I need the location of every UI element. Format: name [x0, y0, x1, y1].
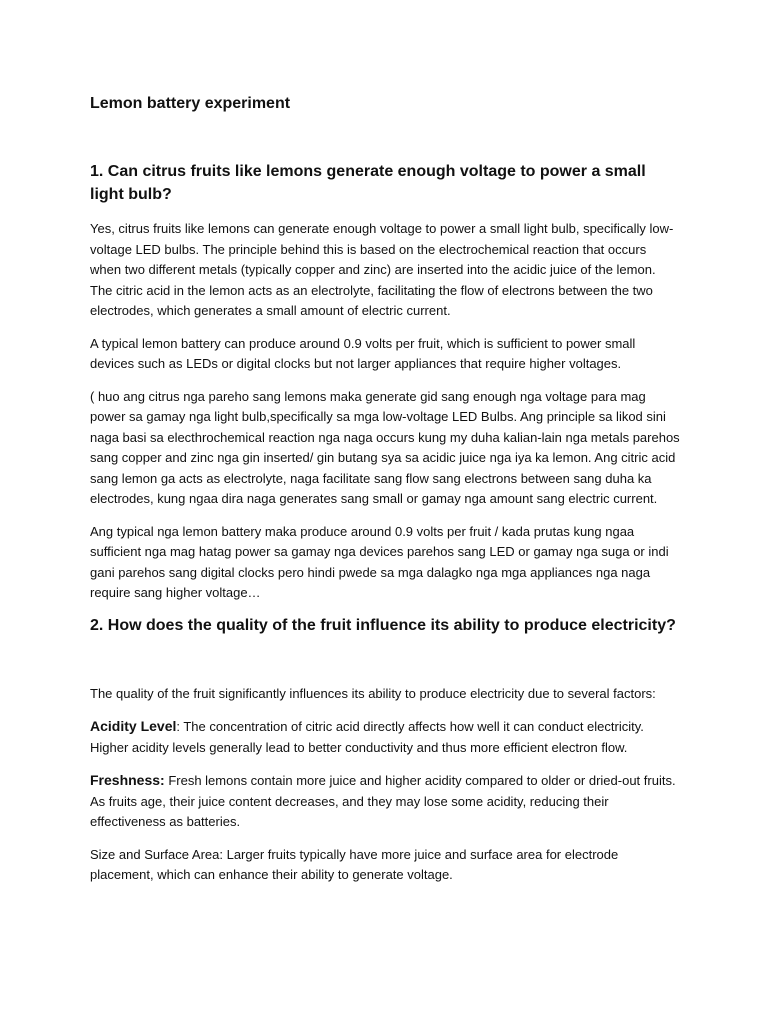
q1-answer-paragraph: Yes, citrus fruits like lemons can generate enough voltage to power a small light bulb, specifically low-voltage LED bulbs. The principle behind this is based on the electrochemical reaction that occurs when two different metals (typically copper and zinc) are inserted into the acidic juice of the lemon. The citric acid in the lemon acts as an electrolyte, facilitating the flow of electrons between the two electrodes, which generates a small amount of electric current.: [90, 221, 674, 318]
acidity-level-label: Acidity Level: [90, 718, 177, 734]
document-title: Lemon battery experiment: [90, 95, 291, 112]
q1-translation-paragraph: ( huo ang citrus nga pareho sang lemons maka generate gid sang enough nga voltage para mag power sa gamay nga light bulb,specifically sa mga low-voltage LED Bulbs. Ang principle sa likod sini naga basi sa electhrochemical reaction nga naga occurs kung my duha kalian-lain nga metals parehos sang copper and zinc nga gin inserted/ gin butang sya sa acidic juice nga iya ka lemon. Ang citric acid sang lemon ga acts as electrolyte, naga facilitate sang flow sang electrons between sang duha ka electrodes, kung ngaa dira naga generates sang small or gamay nga amount sang electric current.: [90, 388, 680, 506]
acidity-level-text: : The concentration of citric acid directly affects how well it can conduct electricity. Higher acidity levels generally lead to better conductivity and thus more efficient electron flow.: [90, 719, 644, 755]
freshness-paragraph: [90, 770, 680, 833]
document-page: [90, 92, 680, 886]
q1-translation-voltage-paragraph: Ang typical nga lemon battery maka produce around 0.9 volts per fruit / kada prutas kung ngaa sufficient nga mag hatag power sa gamay nga devices parehos sang LED or gamay nga suga or indi gani parehos sang digital clocks pero hindi pwede sa mga dalagko nga mga appliances nga naga require sang higher voltage…: [90, 523, 669, 600]
freshness-text: Fresh lemons contain more juice and higher acidity compared to older or dried-out fruits. As fruits age, their juice content decreases, and they may lose some acidity, reducing their effectiveness as batteries.: [90, 773, 676, 829]
freshness-label: Freshness:: [90, 772, 165, 788]
q2-intro-paragraph: The quality of the fruit significantly influences its ability to produce electricity due to several factors:: [90, 685, 656, 701]
q1-voltage-paragraph: A typical lemon battery can produce around 0.9 volts per fruit, which is sufficient to power small devices such as LEDs or digital clocks but not larger appliances that require higher voltages.: [90, 335, 636, 371]
question-1-heading: 1. Can citrus fruits like lemons generate enough voltage to power a small light bulb?: [90, 163, 646, 203]
size-surface-area-paragraph: Size and Surface Area: Larger fruits typically have more juice and surface area for electrode placement, which can enhance their ability to generate voltage.: [90, 846, 619, 882]
question-2-heading: 2. How does the quality of the fruit influence its ability to produce electricity?: [90, 616, 676, 634]
acidity-level-paragraph: [90, 716, 680, 758]
